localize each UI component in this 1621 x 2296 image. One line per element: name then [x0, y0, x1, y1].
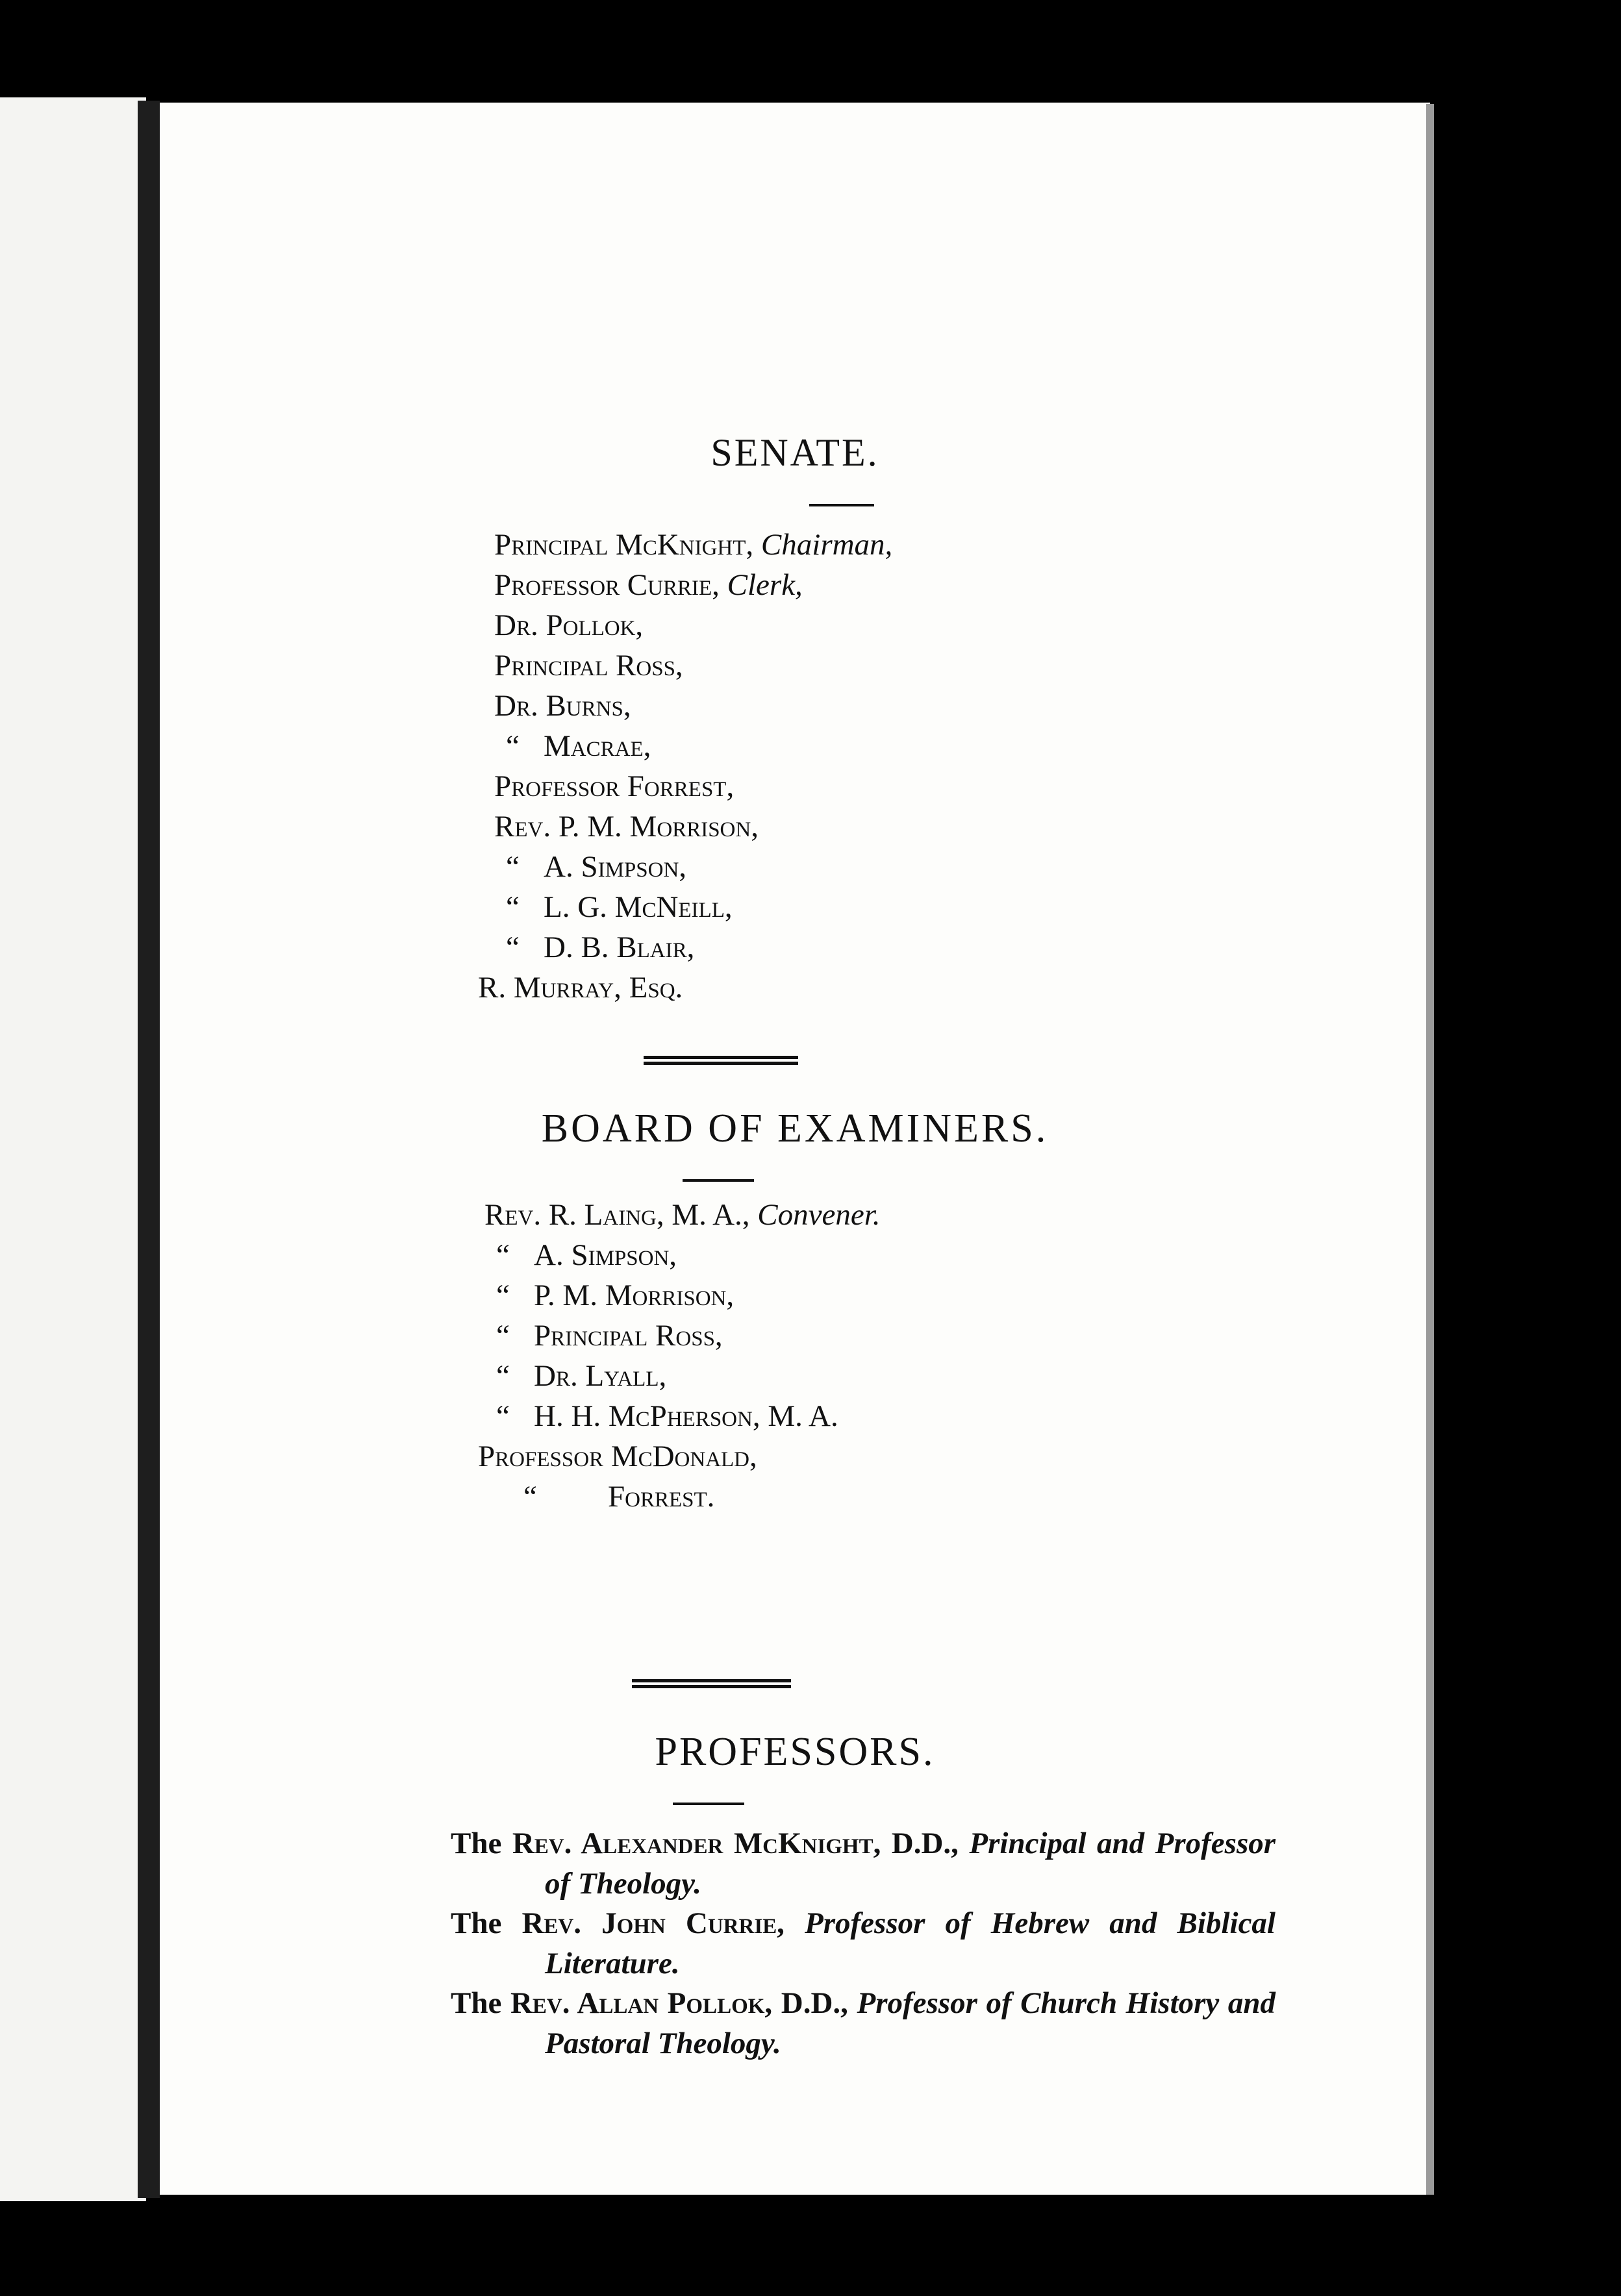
professor-title: Principal and Professor of Theology. — [545, 1827, 1276, 1901]
member-name: Forrest. — [608, 1480, 715, 1514]
board-member — [484, 1235, 881, 1275]
member-name: D. B. Blair, — [544, 930, 695, 964]
professors-rule — [673, 1803, 744, 1805]
senate-member — [494, 847, 892, 887]
professor-title: Professor of Church History and Pastoral Theology. — [545, 1986, 1276, 2060]
professor-lead: The — [451, 1906, 502, 1940]
ditto-mark: “ — [506, 729, 520, 763]
ditto-mark: “ — [496, 1359, 510, 1393]
senate-member — [494, 927, 892, 967]
member-name: A. Simpson, — [544, 850, 687, 884]
senate-member — [494, 726, 892, 766]
member-name: P. M. Morrison, — [534, 1279, 735, 1312]
professor-entry — [451, 1823, 1275, 1904]
ditto-mark: “ — [506, 850, 520, 884]
ditto-mark: “ — [506, 890, 520, 924]
board-member — [484, 1275, 881, 1316]
senate-member-list — [478, 525, 893, 1008]
member-name: R. Murray, Esq. — [478, 971, 683, 1004]
senate-member — [494, 565, 892, 605]
board-member — [484, 1477, 881, 1517]
ditto-mark: “ — [523, 1480, 537, 1514]
senate-rule — [809, 504, 874, 506]
senate-heading: SENATE. — [710, 431, 879, 474]
member-name: Principal Ross, — [534, 1319, 723, 1353]
board-member — [484, 1195, 881, 1235]
senate-member — [494, 766, 892, 806]
professor-lead: The — [451, 1827, 502, 1860]
ditto-mark: “ — [496, 1399, 510, 1433]
board-member — [484, 1356, 881, 1396]
professor-name: Rev. Allan Pollok, D.D., — [510, 1986, 848, 2020]
member-name: Macrae, — [544, 729, 651, 763]
senate-member — [494, 686, 892, 726]
board-heading: BOARD OF EXAMINERS. — [541, 1106, 1049, 1151]
professors-heading: PROFESSORS. — [655, 1730, 935, 1774]
member-name: Professor McDonald, — [478, 1440, 757, 1473]
senate-member — [494, 887, 892, 927]
member-name: Dr. Pollok, — [494, 608, 644, 642]
document-page — [160, 103, 1430, 2195]
professor-title: Professor of Hebrew and Biblical Literature. — [545, 1906, 1275, 1980]
senate-member — [494, 525, 892, 565]
member-role: Chairman, — [760, 528, 893, 562]
professor-name: Rev. John Currie, — [521, 1906, 785, 1940]
member-name: Dr. Lyall, — [534, 1359, 667, 1393]
facing-page-edge — [0, 97, 146, 2201]
ditto-mark: “ — [496, 1238, 510, 1272]
board-member-list — [478, 1195, 881, 1517]
ditto-mark: “ — [496, 1319, 510, 1353]
ditto-mark: “ — [506, 930, 520, 964]
member-name: Principal McKnight, — [494, 528, 754, 562]
member-name: Professor Forrest, — [494, 769, 735, 803]
member-name: A. Simpson, — [534, 1238, 677, 1272]
member-role: Clerk, — [727, 568, 803, 602]
senate-member — [494, 806, 892, 847]
member-role: Convener. — [757, 1198, 881, 1232]
senate-member — [494, 645, 892, 686]
professor-entry — [451, 1903, 1275, 1984]
board-rule — [683, 1179, 754, 1182]
section-divider-2 — [632, 1679, 791, 1688]
board-member — [484, 1316, 881, 1356]
member-name: Principal Ross, — [494, 649, 683, 682]
member-name: L. G. McNeill, — [544, 890, 733, 924]
member-name: Rev. P. M. Morrison, — [494, 810, 759, 843]
board-member — [478, 1436, 881, 1477]
senate-member — [478, 967, 892, 1008]
member-name: Professor Currie, — [494, 568, 720, 602]
member-name: H. H. McPherson, M. A. — [534, 1399, 838, 1433]
page-edge-shadow — [1426, 104, 1434, 2195]
professor-entry — [451, 1983, 1275, 2064]
professor-lead: The — [451, 1986, 502, 2020]
member-name: Rev. R. Laing, M. A., — [484, 1198, 750, 1232]
professor-name: Rev. Alexander McKnight, D.D., — [512, 1827, 959, 1860]
book-spine-shadow — [138, 101, 160, 2198]
senate-member — [494, 605, 892, 645]
board-member — [484, 1396, 881, 1436]
section-divider-1 — [644, 1056, 798, 1065]
ditto-mark: “ — [496, 1279, 510, 1312]
member-name: Dr. Burns, — [494, 689, 631, 723]
